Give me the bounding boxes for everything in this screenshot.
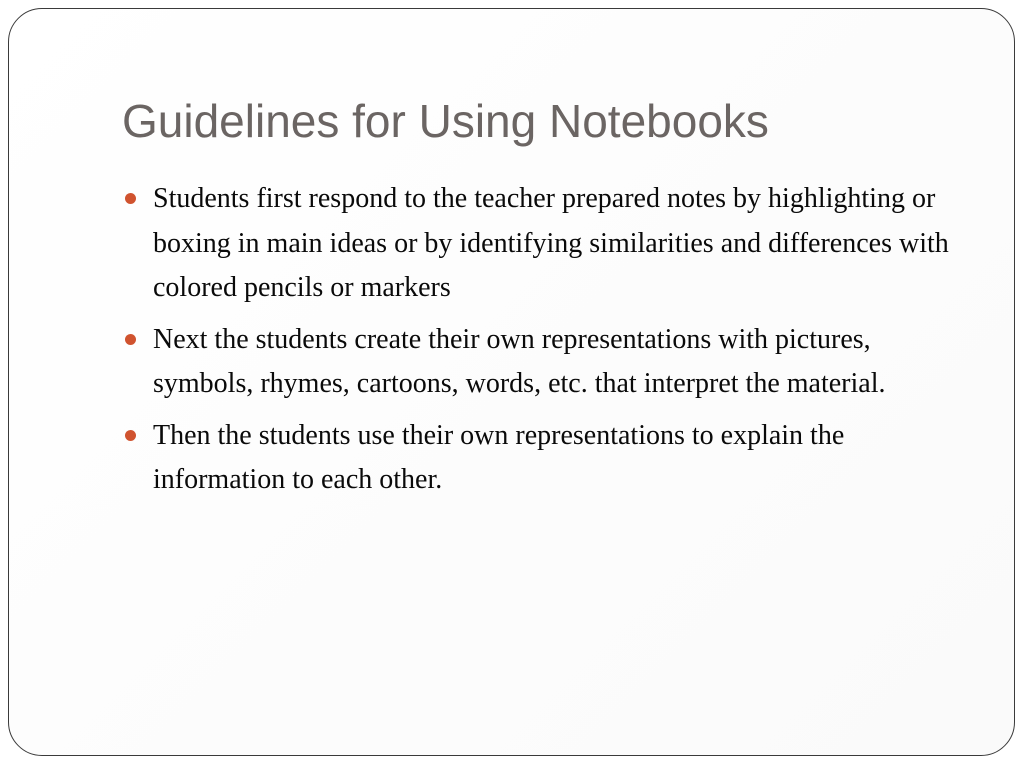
bullet-dot-icon [125,334,136,345]
bullet-list [122,177,972,510]
slide-frame [8,8,1015,756]
slide-title: Guidelines for Using Notebooks [122,95,769,147]
bullet-dot-icon [125,430,136,441]
bullet-item [122,414,972,503]
bullet-text: Students first respond to the teacher prepared notes by highlighting or boxing in main ideas or by identifying similarities and differences with colored pencils or markers [153,183,949,303]
bullet-dot-icon [125,193,136,204]
bullet-item [122,318,972,407]
bullet-text: Next the students create their own representations with pictures, symbols, rhymes, cartoons, words, etc. that interpret the material. [153,323,886,399]
bullet-item [122,177,972,311]
bullet-text: Then the students use their own representations to explain the information to each other. [153,419,845,495]
